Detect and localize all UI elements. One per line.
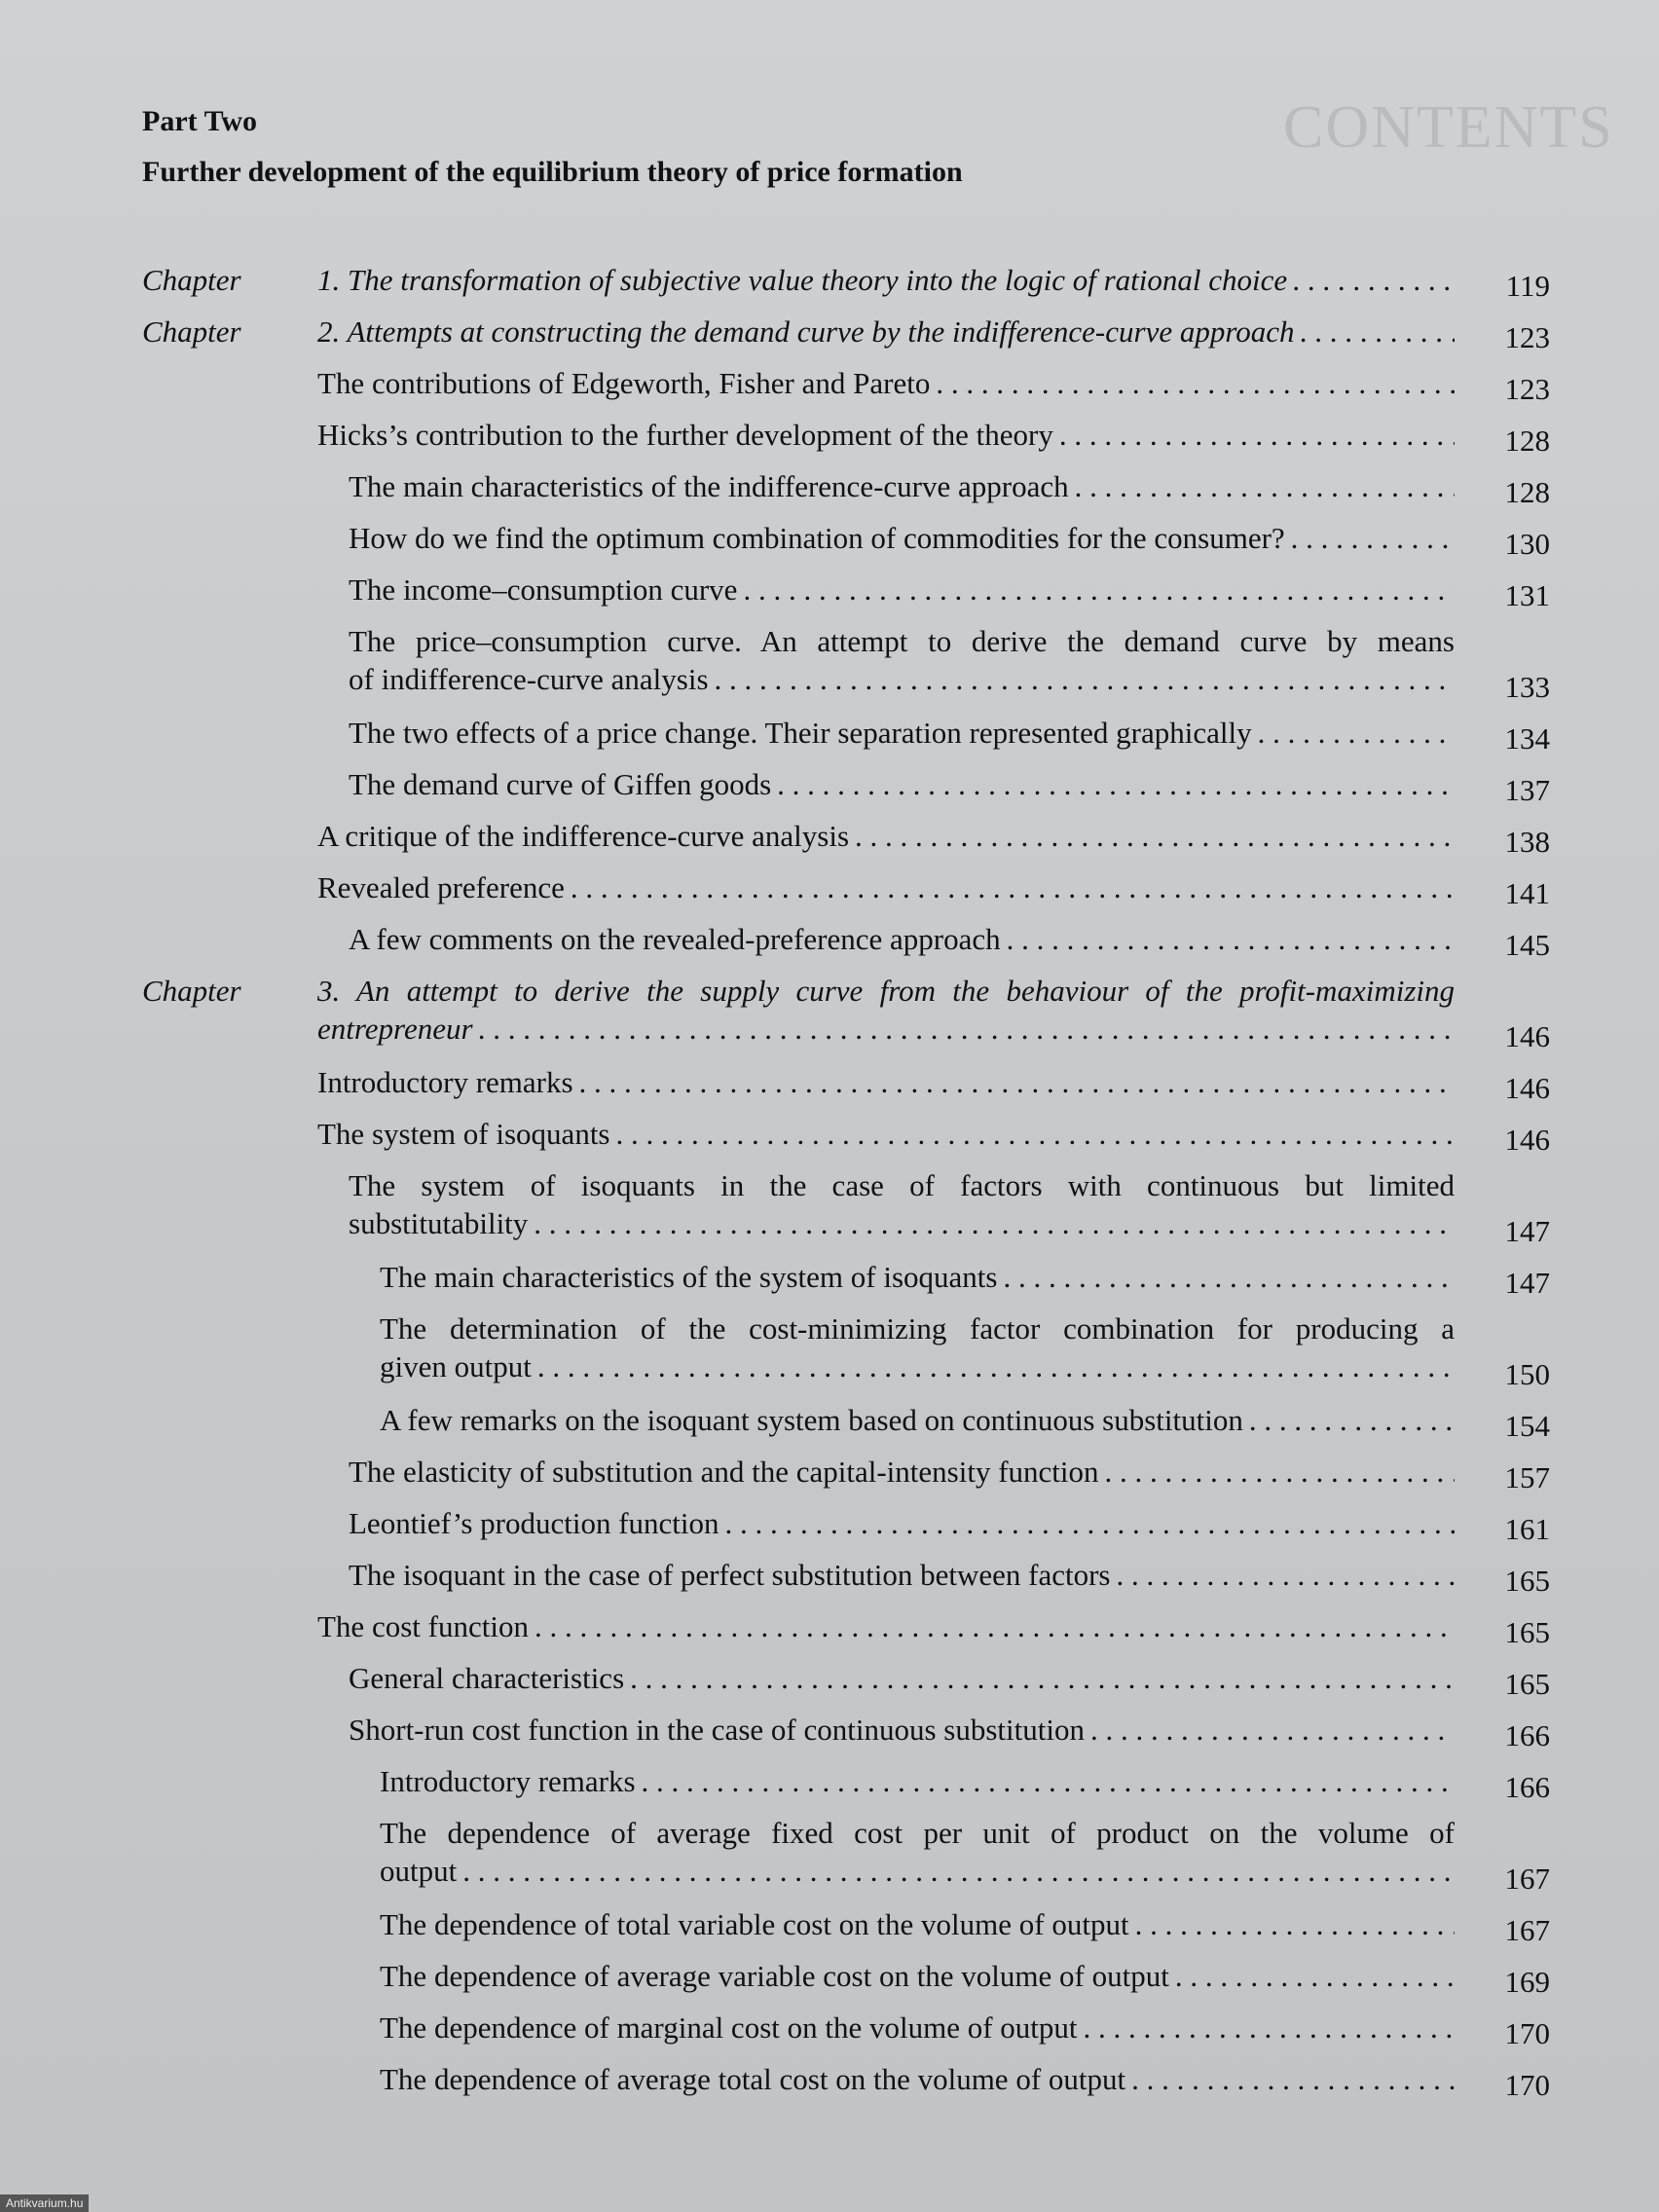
entry-title-text: The demand curve of Giffen goods <box>349 767 772 801</box>
dot-leader <box>1258 714 1455 752</box>
dot-leader <box>1249 1401 1455 1439</box>
page-number: 170 <box>1504 2068 1550 2102</box>
entry-title <box>349 1166 1455 1242</box>
dot-leader <box>571 868 1455 906</box>
dot-leader <box>1075 467 1455 505</box>
entry-title-text: The contributions of Edgeworth, Fisher and Pareto <box>317 366 931 400</box>
page-number: 128 <box>1504 475 1550 509</box>
toc-entry <box>0 1653 1659 1705</box>
page-number: 165 <box>1504 1667 1550 1701</box>
page-number: 133 <box>1504 670 1550 704</box>
page-number: 146 <box>1504 1123 1550 1157</box>
entry-title-text: given output <box>380 1349 532 1383</box>
entry-title-text: The dependence of total variable cost on the volume of output <box>380 1907 1129 1941</box>
page-number: 138 <box>1504 825 1550 859</box>
entry-title-text: 1. The transformation of subjective value theory into the logic of rational choice <box>317 263 1288 297</box>
entry-title-text: 2. Attempts at constructing the demand curve by the indifference-curve approach <box>317 314 1295 349</box>
page-number: 169 <box>1504 1965 1550 1999</box>
entry-title <box>349 1453 1455 1491</box>
toc-entry <box>0 2054 1659 2106</box>
dot-leader <box>743 571 1455 608</box>
page-number: 161 <box>1504 1512 1550 1546</box>
dot-leader <box>534 1204 1455 1242</box>
entry-title <box>380 1762 1455 1800</box>
toc-entry <box>0 863 1659 914</box>
toc-entry <box>0 565 1659 616</box>
entry-title-text: The two effects of a price change. Their separation represented graphically <box>349 716 1252 750</box>
toc-entry <box>0 1395 1659 1447</box>
dot-leader <box>715 660 1455 698</box>
dot-leader <box>1293 261 1455 299</box>
entry-title <box>380 1957 1455 1995</box>
entry-title-text: of indifference-curve analysis <box>349 662 709 696</box>
toc-chapter-entry <box>0 966 1659 1057</box>
page-number: 147 <box>1504 1214 1550 1248</box>
toc-entry <box>0 1161 1659 1252</box>
toc-entry <box>0 616 1659 708</box>
entry-title-line: 3. An attempt to derive the supply curve from the behaviour of the profit-maximizing <box>317 974 1455 1008</box>
dot-leader <box>616 1115 1456 1153</box>
entry-title-text: The dependence of average total cost on the volume of output <box>380 2062 1126 2096</box>
entry-title-line: The dependence of average fixed cost per unit of product on the volume of <box>380 1816 1455 1850</box>
bleed-through-title: CONTENTS <box>1283 94 1614 161</box>
dot-leader <box>1117 1556 1456 1594</box>
entry-title <box>380 2060 1455 2098</box>
entry-title <box>380 2009 1455 2046</box>
entry-title-text: Hicks’s contribution to the further development of the theory <box>317 418 1053 452</box>
entry-title-text: The isoquant in the case of perfect substitution between factors <box>349 1558 1111 1592</box>
toc-entry <box>0 1057 1659 1109</box>
page-number: 119 <box>1505 269 1550 303</box>
page-number: 147 <box>1504 1266 1550 1300</box>
toc-entry <box>0 708 1659 759</box>
entry-title-line: The determination of the cost-minimizing factor combination for producing a <box>380 1311 1455 1346</box>
dot-leader <box>725 1504 1455 1542</box>
page-number: 137 <box>1504 773 1550 807</box>
entry-title-text: The system of isoquants <box>317 1117 610 1151</box>
toc-entry <box>0 1252 1659 1304</box>
entry-title <box>349 714 1455 752</box>
toc-entry <box>0 811 1659 863</box>
dot-leader <box>1175 1957 1455 1995</box>
toc-entry <box>0 1447 1659 1498</box>
entry-title-text: A few remarks on the isoquant system based on continuous substitution <box>380 1403 1243 1437</box>
entry-title <box>317 972 1455 1048</box>
page-number: 167 <box>1504 1913 1550 1947</box>
toc-entry <box>0 1756 1659 1808</box>
table-of-contents <box>0 255 1659 2106</box>
entry-title-text: The main characteristics of the system of isoquants <box>380 1260 998 1294</box>
toc-entry <box>0 1899 1659 1951</box>
dot-leader <box>936 364 1455 402</box>
chapter-label: Chapter <box>142 263 241 297</box>
toc-entry <box>0 1951 1659 2003</box>
entry-title <box>380 1905 1455 1943</box>
page-number: 146 <box>1504 1019 1550 1053</box>
dot-leader <box>1135 1905 1455 1943</box>
chapter-label: Chapter <box>142 314 241 349</box>
entry-title-line: The system of isoquants in the case of factors with continuous but limited <box>349 1168 1455 1202</box>
page-number: 141 <box>1504 876 1550 910</box>
entry-title <box>349 467 1455 505</box>
entry-title-text: Revealed preference <box>317 870 565 904</box>
entry-title-text: Introductory remarks <box>317 1065 573 1099</box>
toc-entry <box>0 461 1659 513</box>
dot-leader <box>1084 2009 1455 2046</box>
entry-title <box>349 1504 1455 1542</box>
page-number: 166 <box>1504 1718 1550 1752</box>
dot-leader <box>462 1852 1455 1890</box>
entry-title-text: entrepreneur <box>317 1012 473 1046</box>
dot-leader <box>479 1010 1455 1048</box>
entry-title-text: substitutability <box>349 1206 529 1240</box>
toc-entry <box>0 513 1659 565</box>
toc-entry <box>0 1808 1659 1899</box>
page-number: 123 <box>1504 320 1550 354</box>
toc-entry <box>0 1304 1659 1395</box>
entry-title <box>317 1063 1455 1101</box>
toc-entry <box>0 759 1659 811</box>
entry-title-text: The elasticity of substitution and the capital-intensity function <box>349 1455 1099 1489</box>
entry-title <box>317 261 1455 299</box>
toc-entry <box>0 1550 1659 1602</box>
entry-title-text: The dependence of marginal cost on the volume of output <box>380 2010 1078 2045</box>
dot-leader <box>1003 1258 1455 1296</box>
entry-title-text: Introductory remarks <box>380 1764 636 1798</box>
entry-title-text: A critique of the indifference-curve analysis <box>317 819 850 853</box>
entry-title <box>317 1607 1455 1645</box>
dot-leader <box>855 817 1455 855</box>
part-title: Part Two <box>142 105 258 137</box>
dot-leader <box>535 1607 1455 1645</box>
entry-title <box>349 622 1455 698</box>
entry-title <box>317 817 1455 855</box>
entry-title-text: output <box>380 1854 458 1888</box>
dot-leader <box>537 1347 1455 1385</box>
entry-title <box>349 1711 1455 1749</box>
entry-title <box>349 1659 1455 1697</box>
dot-leader <box>1059 416 1455 454</box>
entry-title-text: The dependence of average variable cost on the volume of output <box>380 1959 1169 1993</box>
dot-leader <box>642 1762 1455 1800</box>
page-number: 123 <box>1504 372 1550 406</box>
toc-entry <box>0 1602 1659 1653</box>
toc-entry <box>0 1705 1659 1756</box>
dot-leader <box>579 1063 1455 1101</box>
page-number: 150 <box>1504 1357 1550 1391</box>
entry-title-text: Short-run cost function in the case of continuous substitution <box>349 1713 1085 1747</box>
dot-leader <box>1291 519 1455 557</box>
entry-title-text: The income–consumption curve <box>349 572 738 607</box>
toc-entry <box>0 2003 1659 2054</box>
toc-entry <box>0 358 1659 410</box>
entry-title-text: A few comments on the revealed-preference approach <box>349 922 1001 956</box>
page-number: 146 <box>1504 1071 1550 1105</box>
watermark: Antikvarium.hu <box>0 2194 89 2212</box>
dot-leader <box>1007 920 1455 958</box>
entry-title <box>349 765 1455 803</box>
entry-title <box>317 313 1455 350</box>
entry-title-text: The cost function <box>317 1609 529 1643</box>
toc-chapter-entry <box>0 307 1659 358</box>
entry-title <box>317 1115 1455 1153</box>
page-number: 157 <box>1504 1460 1550 1494</box>
page-number: 130 <box>1504 527 1550 561</box>
toc-entry <box>0 914 1659 966</box>
entry-title-text: The main characteristics of the indifference-curve approach <box>349 469 1069 503</box>
entry-title <box>317 364 1455 402</box>
page-number: 145 <box>1504 928 1550 962</box>
entry-title <box>317 416 1455 454</box>
dot-leader <box>1301 313 1455 350</box>
page-number: 154 <box>1504 1409 1550 1443</box>
dot-leader <box>1090 1711 1455 1749</box>
entry-title <box>317 868 1455 906</box>
entry-title <box>380 1401 1455 1439</box>
dot-leader <box>1131 2060 1455 2098</box>
page-number: 166 <box>1504 1770 1550 1804</box>
toc-entry <box>0 410 1659 461</box>
toc-entry <box>0 1109 1659 1161</box>
entry-title-text: General characteristics <box>349 1661 625 1695</box>
page-number: 128 <box>1504 424 1550 458</box>
entry-title-line: The price–consumption curve. An attempt to derive the demand curve by means <box>349 624 1455 658</box>
entry-title <box>349 1556 1455 1594</box>
dot-leader <box>777 765 1455 803</box>
entry-title <box>349 519 1455 557</box>
toc-chapter-entry <box>0 255 1659 307</box>
chapter-label: Chapter <box>142 974 241 1008</box>
entry-title <box>349 920 1455 958</box>
entry-title <box>380 1814 1455 1890</box>
entry-title <box>349 571 1455 608</box>
page-number: 167 <box>1504 1862 1550 1896</box>
page-number: 170 <box>1504 2016 1550 2050</box>
dot-leader <box>1105 1453 1455 1491</box>
part-heading: Further development of the equilibrium theory of price formation <box>142 156 963 188</box>
page-number: 134 <box>1504 721 1550 756</box>
page-number: 131 <box>1504 578 1550 612</box>
entry-title-text: How do we find the optimum combination of commodities for the consumer? <box>349 521 1285 555</box>
toc-entry <box>0 1498 1659 1550</box>
entry-title-text: Leontief’s production function <box>349 1506 719 1540</box>
page-number: 165 <box>1504 1564 1550 1598</box>
entry-title <box>380 1309 1455 1385</box>
page-number: 165 <box>1504 1615 1550 1649</box>
entry-title <box>380 1258 1455 1296</box>
dot-leader <box>630 1659 1455 1697</box>
